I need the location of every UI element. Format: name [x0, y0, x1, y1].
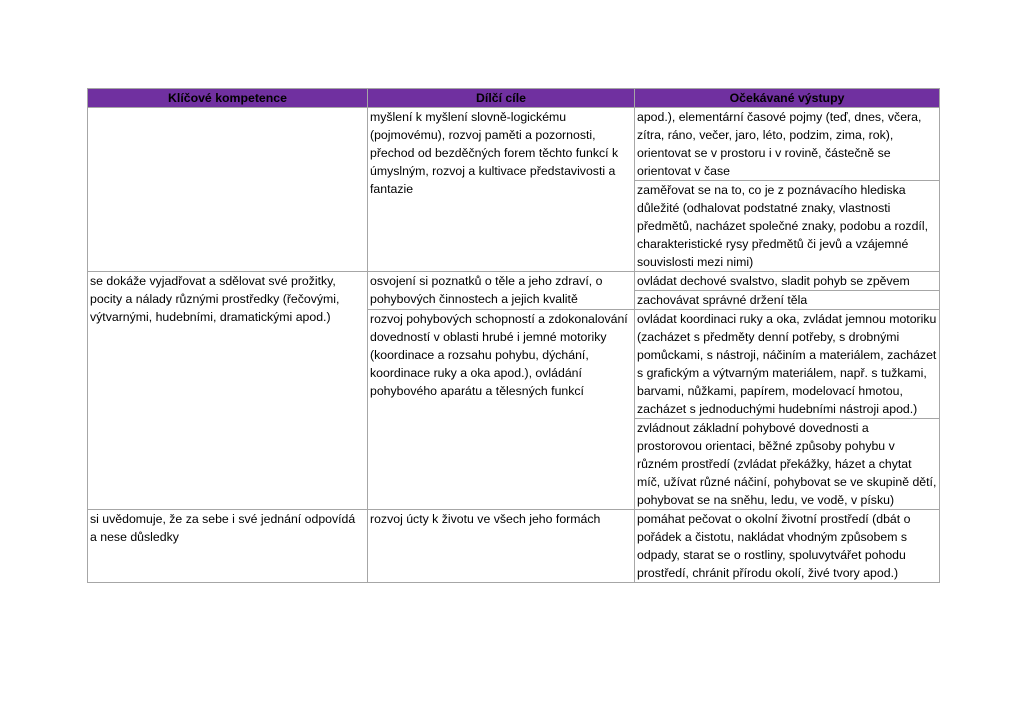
output-cell: pomáhat pečovat o okolní životní prostředí (dbát o pořádek a čistotu, nakládat vhodným způsobem s odpady, starat se o rostliny, spoluvytvářet pohodu prostředí, chránit přírodu okolí, živé tvory apod.) — [635, 510, 940, 583]
table-row — [88, 272, 940, 291]
header-key-competences: Klíčové kompetence — [88, 89, 368, 108]
goal-cell: rozvoj úcty k životu ve všech jeho formách — [368, 510, 635, 583]
table-row — [88, 510, 940, 583]
header-partial-goals: Dílčí cíle — [368, 89, 635, 108]
competence-cell: si uvědomuje, že za sebe i své jednání odpovídá a nese důsledky — [88, 510, 368, 583]
table-row — [88, 108, 940, 181]
competence-cell — [88, 108, 368, 272]
goal-cell: rozvoj pohybových schopností a zdokonalování dovedností v oblasti hrubé i jemné motoriky (koordinace a rozsahu pohybu, dýchání, koordinace ruky a oka apod.), ovládání pohybového aparátu a tělesných funkcí — [368, 310, 635, 510]
output-cell: zvládnout základní pohybové dovednosti a prostorovou orientaci, běžné způsoby pohybu v různém prostředí (zvládat překážky, házet a chytat míč, užívat různé náčiní, pohybovat se ve skupině dětí, pohybovat se na sněhu, ledu, ve vodě, v písku) — [635, 419, 940, 510]
competence-cell: se dokáže vyjadřovat a sdělovat své prožitky, pocity a nálady různými prostředky (řečovými, výtvarnými, hudebními, dramatickými apod.) — [88, 272, 368, 510]
header-expected-outputs: Očekávané výstupy — [635, 89, 940, 108]
output-cell: zaměřovat se na to, co je z poznávacího hlediska důležité (odhalovat podstatné znaky, vlastnosti předmětů, nacházet společné znaky, podobu a rozdíl, charakteristické rysy předmětů či jevů a vzájemné souvislosti mezi nimi) — [635, 181, 940, 272]
output-cell: apod.), elementární časové pojmy (teď, dnes, včera, zítra, ráno, večer, jaro, léto, podzim, zima, rok), orientovat se v prostoru i v rovině, částečně se orientovat v čase — [635, 108, 940, 181]
curriculum-table — [87, 88, 940, 583]
output-cell: zachovávat správné držení těla — [635, 291, 940, 310]
output-cell: ovládat dechové svalstvo, sladit pohyb se zpěvem — [635, 272, 940, 291]
output-cell: ovládat koordinaci ruky a oka, zvládat jemnou motoriku (zacházet s předměty denní potřeby, s drobnými pomůckami, s nástroji, náčiním a materiálem, zacházet s grafickým a výtvarným materiálem, např. s tužkami, barvami, nůžkami, papírem, modelovací hmotou, zacházet s jednoduchými hudebními nástroji apod.) — [635, 310, 940, 419]
goal-cell: myšlení k myšlení slovně-logickému (pojmovému), rozvoj paměti a pozornosti, přechod od bezděčných forem těchto funkcí k úmyslným, rozvoj a kultivace představivosti a fantazie — [368, 108, 635, 272]
goal-cell: osvojení si poznatků o těle a jeho zdraví, o pohybových činnostech a jejich kvalitě — [368, 272, 635, 310]
table-header-row — [88, 89, 940, 108]
